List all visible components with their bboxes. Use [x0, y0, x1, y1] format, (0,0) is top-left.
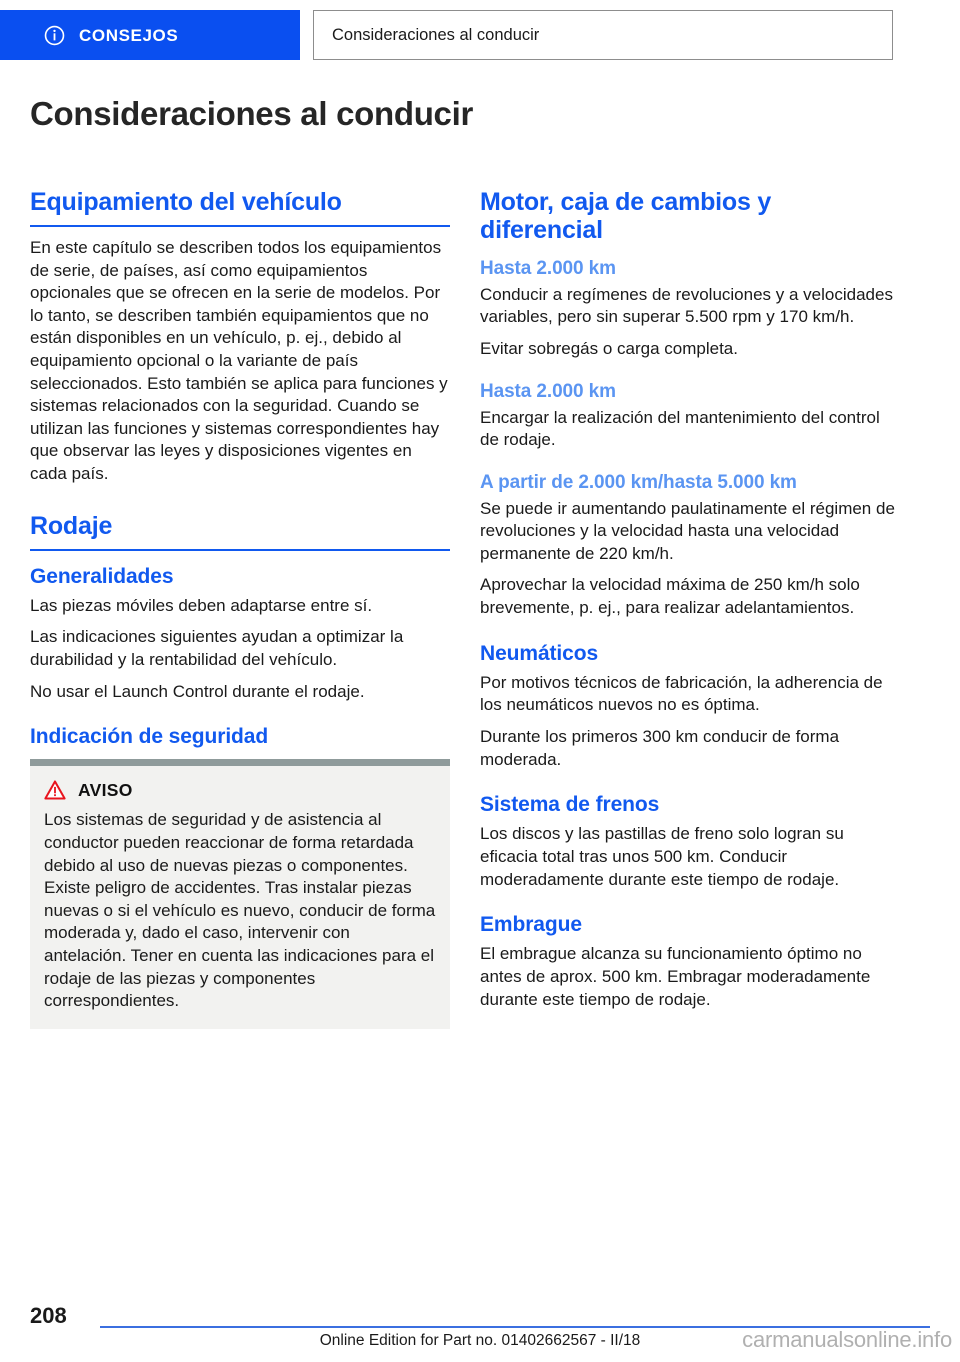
heading-equipamiento-del-vehiculo: Equipamiento del vehículo: [30, 188, 450, 227]
right-column: [480, 188, 900, 1011]
heading-hasta-2000-km-1: Hasta 2.000 km: [480, 258, 616, 279]
footer-edition-text: Online Edition for Part no. 01402662567 - II/18: [319, 1332, 641, 1349]
heading-rodaje: Rodaje: [30, 512, 450, 551]
paragraph-a-partir-1: Se puede ir aumentando paulatinamente el régimen de revoluciones y la velocidad hasta una velocidad permanente de 220 km/h.: [480, 498, 895, 563]
heading-sistema-de-frenos: Sistema de frenos: [480, 793, 660, 817]
heading-embrague: Embrague: [480, 913, 582, 937]
breadcrumb-label: Consideraciones al conducir: [332, 25, 540, 44]
paragraph-hasta-2000-km-1b: Evitar sobregás o carga completa.: [480, 339, 738, 359]
paragraph-a-partir-2: Aprovechar la velocidad máxima de 250 km/h solo brevemente, p. ej., para realizar adelantamientos.: [480, 575, 860, 618]
paragraph-generalidades-3: No usar el Launch Control durante el rodaje.: [30, 681, 365, 701]
paragraph-neumaticos-1: Por motivos técnicos de fabricación, la adherencia de los neumáticos nuevos no es óptima.: [480, 672, 883, 715]
page-title: Consideraciones al conducir: [30, 95, 474, 132]
warning-header: [44, 780, 436, 800]
paragraph-generalidades-2: Las indicaciones siguientes ayudan a optimizar la durabilidad y la rentabilidad del vehículo.: [30, 627, 404, 670]
paragraph-neumaticos-2: Durante los primeros 300 km conducir de forma moderada.: [480, 726, 840, 769]
heading-motor-caja-de-cambios-y-diferencial: Motor, caja de cambios y diferencial: [480, 188, 772, 244]
heading-hasta-2000-km-2: Hasta 2.000 km: [480, 380, 616, 402]
heading-indicacion-de-seguridad: Indicación de seguridad: [30, 725, 269, 749]
warning-box: [30, 759, 450, 1028]
paragraph-embrague: El embrague alcanza su funcionamiento óptimo no antes de aprox. 500 km. Embragar moderadamente durante este tiempo de rodaje.: [480, 944, 871, 1009]
paragraph-sistema-de-frenos: Los discos y las pastillas de freno solo logran su eficacia total tras unos 500 km. Conducir moderadamente durante este tiempo de rodaje.: [480, 824, 844, 889]
warning-text: Los sistemas de seguridad y de asistencia al conductor pueden reaccionar de forma retardada debido al uso de nuevas piezas o componentes. Existe peligro de accidentes. Tras instalar piezas nuevas o si el vehículo es nuevo, conducir de forma moderada y, dado el caso, intervenir con antelación. Tener en cuenta las indicaciones para el rodaje de las piezas y componentes correspondientes.: [44, 810, 436, 1011]
watermark: carmanualsonline.info: [742, 1327, 952, 1352]
left-column: [30, 188, 450, 1029]
page-number: 208: [30, 1303, 67, 1328]
heading-a-partir-de-2000-km: A partir de 2.000 km/hasta 5.000 km: [480, 471, 797, 493]
heading-neumaticos: Neumáticos: [480, 641, 599, 665]
paragraph-generalidades-1: Las piezas móviles deben adaptarse entre sí.: [30, 595, 373, 615]
heading-generalidades: Generalidades: [30, 564, 174, 588]
chapter-tab-label: CONSEJOS: [79, 25, 179, 45]
page-header: [0, 10, 960, 60]
warning-triangle-icon: [44, 780, 66, 800]
paragraph-hasta-2000-km-1a: Conducir a regímenes de revoluciones y a velocidades variables, pero sin superar 5.500 rpm y 170 km/h.: [480, 284, 893, 327]
paragraph-equipamiento: En este capítulo se describen todos los equipamientos de serie, de países, así como equipamientos opcionales que se ofrecen en la serie de modelos. Por lo tanto, se describen también equipamientos que no están disponibles en un vehículo, p. ej., debido al equipamiento opcional o la variante de país seleccionados. Esto también se aplica para funciones y sistemas relacionados con la seguridad. Cuando se utilizan las funciones y sistemas correspondientes hay que observar las leyes y disposiciones vigentes en cada país.: [30, 238, 448, 484]
chapter-tab[interactable]: [0, 10, 300, 60]
warning-title: AVISO: [78, 779, 133, 800]
paragraph-hasta-2000-km-2a: Encargar la realización del mantenimiento del control de rodaje.: [480, 407, 880, 450]
page-footer: [0, 1290, 960, 1362]
breadcrumb: [313, 10, 893, 60]
info-circle-icon: [44, 25, 65, 46]
